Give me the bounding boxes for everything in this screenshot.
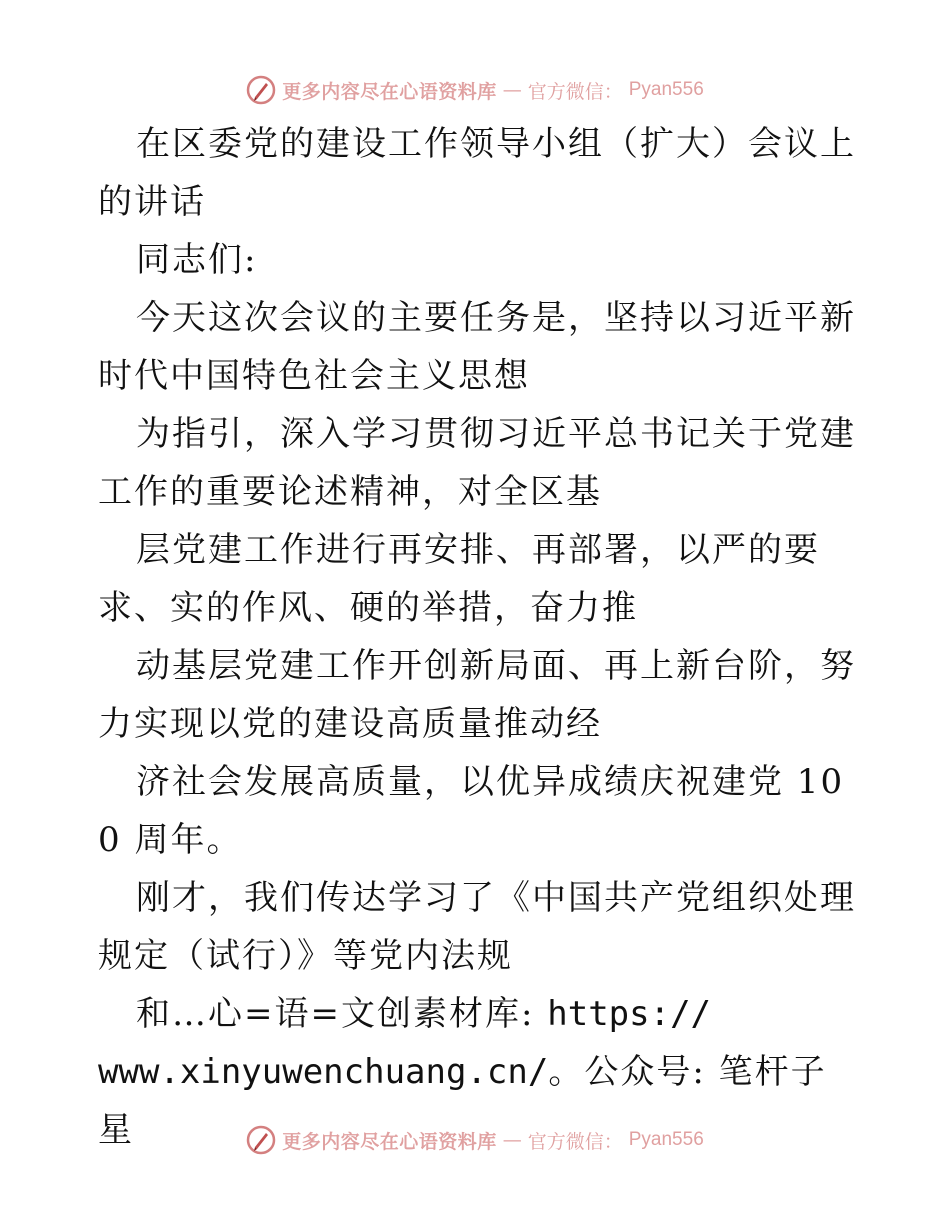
paragraph-7	[98, 985, 858, 1043]
header-banner-text: 更多内容尽在心语资料库	[282, 80, 497, 103]
footer-wechat-id: Pyan556	[628, 1129, 704, 1150]
paragraph-7-link-start: https://	[547, 994, 712, 1034]
header-wechat-id: Pyan556	[628, 79, 704, 100]
paragraph-3: 层党建工作进行再安排、再部署，以严的要求、实的作风、硬的举措，奋力推	[98, 530, 820, 628]
document-title	[98, 115, 858, 231]
footer-banner	[246, 1125, 704, 1155]
paragraph-4: 动基层党建工作开创新局面、再上新台阶，努力实现以党的建设高质量推动经	[98, 646, 856, 744]
paragraph-8-text: 。公众号: 笔杆子星	[98, 1052, 827, 1150]
footer-banner-text: 更多内容尽在心语资料库	[282, 1130, 497, 1153]
header-banner	[246, 75, 704, 105]
header-banner-separator: —	[502, 79, 522, 101]
quill-logo-icon	[246, 1125, 276, 1155]
greeting: 同志们:	[136, 240, 258, 280]
document-body	[98, 115, 858, 1159]
title-line-1: 在区委党的建设工作领导小组（扩大）会议上的	[98, 124, 856, 222]
title-line-2: 讲话	[134, 182, 206, 222]
footer-wechat-label: 官方微信：	[527, 1130, 623, 1153]
quill-logo-icon	[246, 75, 276, 105]
paragraph-5: 济社会发展高质量，以优异成绩庆祝建党 100 周年。	[98, 762, 845, 860]
page-footer	[0, 1120, 950, 1160]
paragraph-2: 为指引，深入学习贯彻习近平总书记关于党建工作的重要论述精神，对全区基	[98, 414, 856, 512]
website-link: www.xinyuwenchuang.cn/	[98, 1052, 549, 1092]
paragraph-7-text: 和…心=语=文创素材库:	[136, 994, 548, 1034]
paragraph-6: 刚才，我们传达学习了《中国共产党组织处理规定（试行）》等党内法规	[98, 878, 856, 976]
paragraph-1: 今天这次会议的主要任务是，坚持以习近平新时代中国特色社会主义思想	[98, 298, 856, 396]
page-header	[0, 70, 950, 110]
header-wechat-label: 官方微信：	[527, 80, 623, 103]
footer-banner-separator: —	[502, 1129, 522, 1151]
